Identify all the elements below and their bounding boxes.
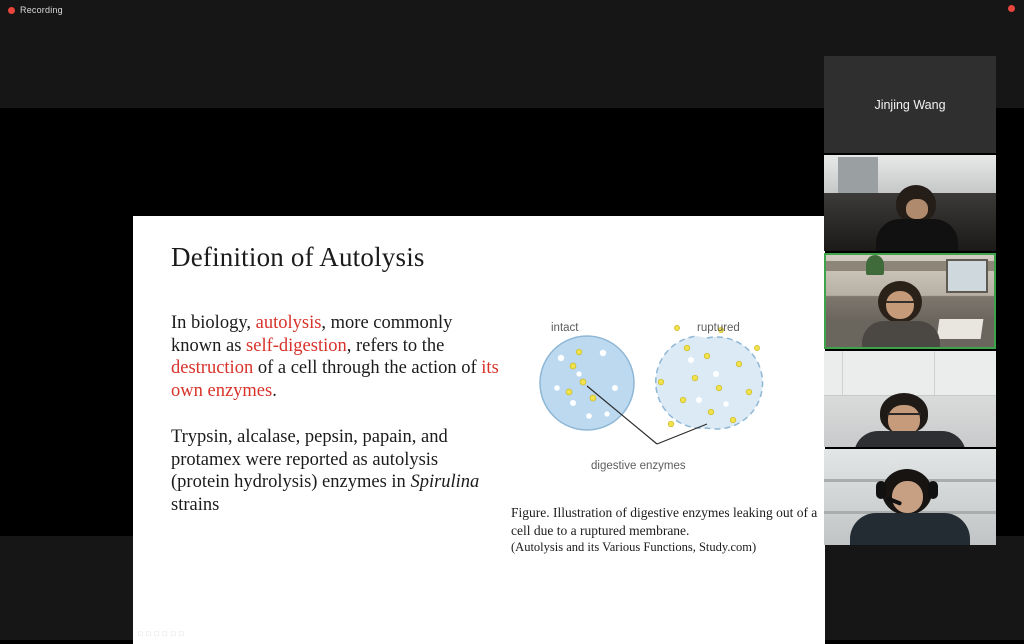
caption-line-1: Figure. Illustration of digestive enzymes leaking out of a [511, 505, 818, 520]
text-segment-highlight: self-digestion [246, 335, 347, 356]
text-segment-highlight: its own enzymes [171, 358, 499, 401]
presentation-slide[interactable] [133, 216, 825, 644]
figure-label-enzymes: digestive enzymes [591, 460, 686, 472]
participant-tile-video-1[interactable] [824, 155, 996, 251]
text-segment: , refers to the [346, 335, 445, 356]
slide-footer-marks [138, 631, 183, 638]
caption-source: (Autolysis and its Various Functions, Study.com) [511, 540, 757, 554]
page-title: Definition of Autolysis [171, 242, 425, 272]
figure-label-ruptured: ruptured [697, 322, 740, 334]
status-dot-icon [1008, 5, 1015, 12]
video-feed [824, 449, 996, 545]
participant-filmstrip[interactable] [824, 56, 996, 544]
footer-mark: □ [154, 631, 159, 638]
figure-caption [511, 504, 821, 557]
text-segment: In biology, [171, 313, 256, 333]
figure-label-intact: intact [551, 322, 579, 334]
footer-mark: □ [146, 631, 151, 638]
caption-line-2: cell due to a ruptured membrane. [511, 522, 690, 538]
footer-mark: □ [138, 631, 143, 638]
participant-tile-name-only[interactable] [824, 56, 996, 153]
slide-paragraph-1 [171, 312, 501, 402]
video-feed [824, 351, 996, 447]
video-feed [824, 155, 996, 251]
text-segment: . [272, 380, 277, 401]
text-segment-highlight: destruction [171, 358, 254, 378]
participant-name-label: Jinjing Wang [874, 97, 946, 112]
participant-tile-video-3[interactable] [824, 351, 996, 447]
cell-diagram [511, 308, 811, 488]
footer-mark: □ [179, 631, 184, 638]
video-feed [826, 255, 994, 347]
text-segment: strains [171, 494, 220, 515]
recording-indicator [8, 5, 63, 15]
footer-mark: □ [162, 631, 167, 638]
participant-tile-video-2-active-speaker[interactable] [824, 253, 996, 349]
footer-mark: □ [170, 631, 176, 638]
text-segment-highlight: autolysis [255, 313, 322, 333]
text-segment: Trypsin, alcalase, pepsin, papain, and protamex were reported as autolysis (protein hydrolysis) enzymes in [171, 427, 448, 492]
slide-body-text [171, 312, 501, 540]
text-segment-italic: Spirulina [410, 472, 480, 492]
recording-dot-icon [8, 7, 15, 14]
participant-tile-video-4[interactable] [824, 449, 996, 545]
text-segment: , more commonly known as [171, 313, 453, 356]
text-segment: of a cell through the action of [253, 358, 482, 378]
slide-paragraph-2 [171, 426, 501, 516]
recording-label: Recording [20, 5, 63, 15]
